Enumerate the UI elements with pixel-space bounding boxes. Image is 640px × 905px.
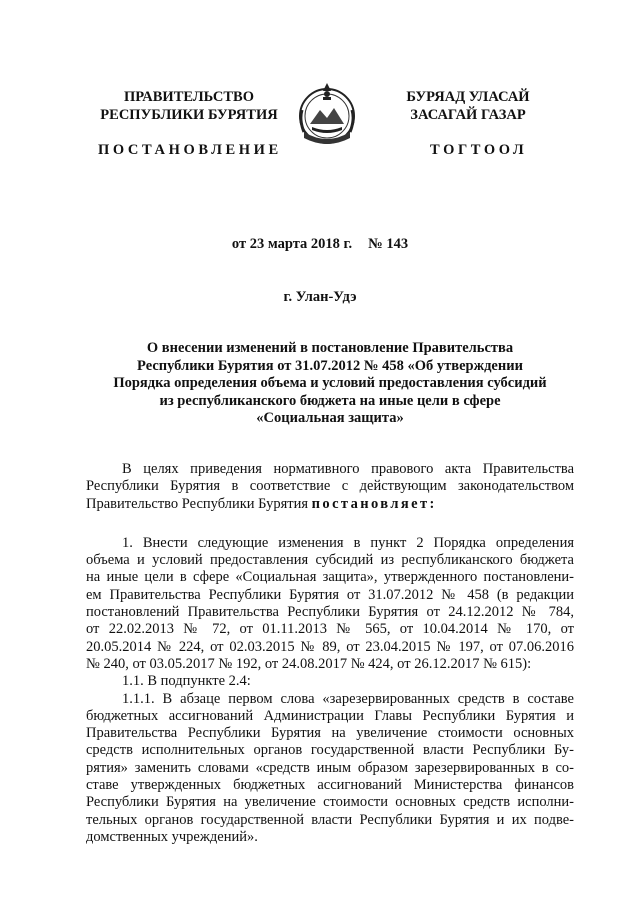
preamble-keyword: постановляет: (311, 495, 437, 512)
item1-1-1-line: Правительства Республики Бурятия на увеличение стоимости основных (86, 725, 574, 742)
preamble-line: В целях приведения нормативного правового акта Правительства (122, 461, 574, 477)
item1-line: постановлений Правительства Республики Бурятия от 24.12.2012 № 784, (86, 604, 574, 621)
item1-line: 1. Внести следующие изменения в пункт 2 Порядка определения (122, 534, 574, 551)
title-line: Республики Бурятия от 31.07.2012 № 458 «Об утверждении (137, 357, 523, 374)
item1-line: 20.05.2014 № 224, от 02.03.2015 № 89, от 23.04.2015 № 197, от 07.06.2016 (86, 638, 574, 655)
issuer-ru-line-2: РЕСПУБЛИКИ БУРЯТИЯ (100, 107, 278, 123)
preamble-prefix: Правительство Республики Бурятия (86, 495, 312, 512)
title-line: «Социальная защита» (256, 410, 404, 426)
item1-line: объема и условий предоставления субсидий из республиканского бюджета (86, 552, 574, 569)
title-line: из республиканского бюджета на иные цели в сфере (159, 392, 501, 409)
document-body (86, 461, 574, 846)
doc-type-bur: ТОГТООЛ (430, 142, 528, 158)
issuer-ru-line-1: ПРАВИТЕЛЬСТВО (124, 89, 254, 105)
item1-line: на иные цели в сфере «Социальная защита», утвержденного постановлени- (86, 569, 574, 586)
item1-1-1-line: бюджетных ассигнований Администрации Главы Республики Бурятия и (86, 707, 574, 724)
decree-number: № 143 (368, 236, 409, 252)
city: г. Улан-Удэ (283, 289, 357, 305)
item1-1-1-line: Республики Бурятия на увеличение стоимости основных средств исполни- (86, 794, 574, 811)
item1-1-1-line: средств исполнительных органов государственной власти Республики Бу- (86, 742, 574, 759)
item1-1-1-line: ставе утвержденных бюджетных ассигнований Министерства финансов (86, 777, 574, 794)
preamble-line: Республики Бурятия в соответствие с действующим законодательством (86, 478, 574, 495)
item1-line: № 240, от 03.05.2017 № 192, от 24.08.2017 № 424, от 26.12.2017 № 615): (86, 655, 532, 672)
item1-line: от 22.02.2013 № 72, от 01.11.2013 № 565, от 10.04.2014 № 170, от (86, 621, 574, 638)
item1-line: ем Правительства Республики Бурятия от 31.07.2012 № 458 (в редакции (86, 586, 574, 603)
issuer-bur (388, 88, 548, 124)
issuer-ru (94, 88, 284, 124)
preamble-line (86, 496, 574, 513)
item1-1: 1.1. В подпункте 2.4: (122, 673, 251, 690)
doc-type-ru: ПОСТАНОВЛЕНИЕ (98, 142, 282, 158)
document-title (80, 340, 580, 428)
issuer-bur-line-1: БУРЯАД УЛАСАЙ (406, 89, 530, 105)
item1-1-1-line: домственных учреждений». (86, 828, 258, 845)
item1-1-1-line: 1.1.1. В абзаце первом слова «зарезервированных средств в составе (122, 690, 574, 707)
title-line: Порядка определения объема и условий предоставления субсидий (113, 375, 547, 391)
item1-1-1-line: тельных органов государственной власти Республики Бурятия и их подве- (86, 811, 574, 828)
coat-of-arms-icon (296, 80, 358, 150)
title-line: О внесении изменений в постановление Правительства (146, 340, 514, 356)
issuer-bur-line-2: ЗАСАГАЙ ГАЗАР (410, 107, 526, 123)
date-number-line (0, 236, 640, 253)
item1-1-1-line: рятия» заменить словами «средств иным образом зарезервированных в со- (86, 759, 574, 776)
decree-date: от 23 марта 2018 г. (231, 236, 353, 252)
